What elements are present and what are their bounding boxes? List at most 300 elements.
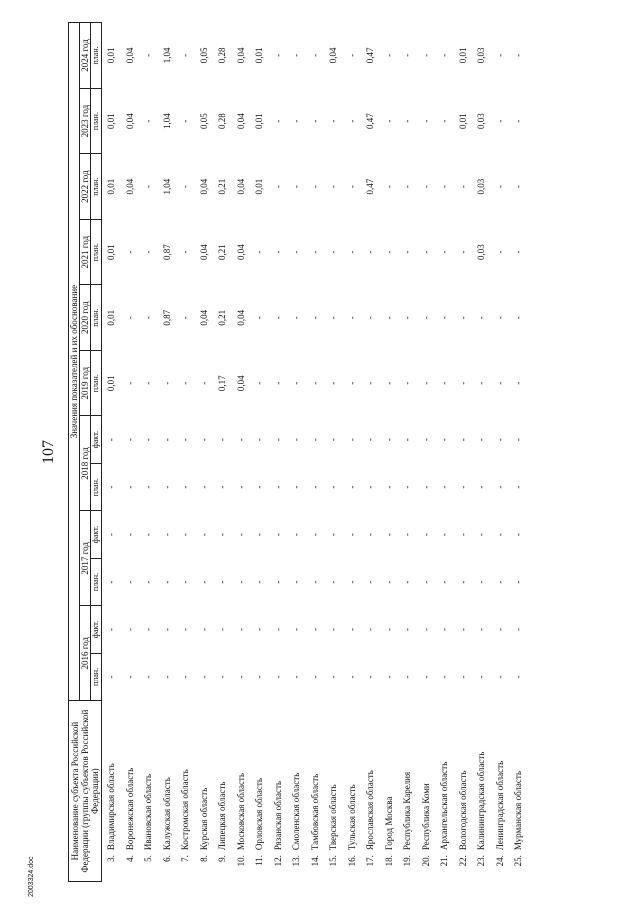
value-cell: - <box>180 485 191 489</box>
subject-name: Рязанская область <box>272 780 283 851</box>
subject-name: Республика Коми <box>420 783 431 851</box>
row-number: 16. <box>346 855 357 867</box>
value-cell: - <box>383 381 394 385</box>
value-cell: - <box>161 628 172 632</box>
year-header: 2019 год <box>80 350 91 416</box>
value-cell: - <box>180 119 191 123</box>
value-cell: - <box>235 485 246 489</box>
value-cell: - <box>198 438 209 442</box>
value-cell: - <box>272 250 283 254</box>
doc-id: 2003324.doc <box>28 856 35 897</box>
value-cell: 0,01 <box>106 309 117 326</box>
value-cell: - <box>402 316 413 320</box>
value-cell: 0,04 <box>235 244 246 261</box>
subject-name: Смоленская область <box>291 772 302 851</box>
value-cell: - <box>383 485 394 489</box>
value-cell: - <box>198 381 209 385</box>
table-row <box>102 23 121 882</box>
subject-header: Наименование субъекта Российской Федерации (группы субъектов Российской Федерации) <box>69 701 102 882</box>
value-cell: - <box>161 580 172 584</box>
value-cell: - <box>365 381 376 385</box>
value-cell: 0,47 <box>365 113 376 129</box>
value-cell: - <box>272 438 283 442</box>
value-cell: - <box>328 533 339 537</box>
table-row <box>343 23 362 882</box>
plan-header: план. <box>91 558 102 605</box>
value-cell: 0,01 <box>106 244 117 261</box>
value-cell: - <box>494 250 505 254</box>
table-row <box>287 23 306 882</box>
value-cell: - <box>124 580 135 584</box>
value-cell: - <box>476 316 487 320</box>
plan-header: план. <box>91 653 102 700</box>
value-cell: - <box>494 438 505 442</box>
value-cell: 0,28 <box>217 47 228 64</box>
value-cell: - <box>124 675 135 679</box>
row-number: 24. <box>494 855 505 867</box>
value-cell: - <box>457 485 468 489</box>
value-cell: - <box>180 250 191 254</box>
value-cell: - <box>198 580 209 584</box>
year-header: 2023 год <box>80 88 91 154</box>
value-cell: 0,01 <box>457 113 468 129</box>
row-number: 21. <box>439 855 450 867</box>
value-cell: - <box>106 485 117 489</box>
value-cell: - <box>494 316 505 320</box>
value-cell: - <box>365 580 376 584</box>
row-number: 4. <box>124 855 135 862</box>
value-cell: - <box>291 185 302 189</box>
value-cell: - <box>439 628 450 632</box>
value-cell: - <box>346 533 357 537</box>
value-cell: - <box>272 316 283 320</box>
value-cell: 0,01 <box>254 178 265 195</box>
value-cell: - <box>365 533 376 537</box>
value-cell: 0,05 <box>198 47 209 64</box>
value-cell: - <box>402 580 413 584</box>
value-cell: - <box>217 628 228 632</box>
value-cell: - <box>309 628 320 632</box>
value-cell: - <box>420 533 431 537</box>
subject-name: Калининградская область <box>476 751 487 851</box>
value-cell: - <box>254 438 265 442</box>
value-cell: - <box>494 53 505 57</box>
fact-header: факт. <box>91 606 102 653</box>
value-cell: - <box>124 485 135 489</box>
value-cell: - <box>143 485 154 489</box>
table-row <box>380 23 399 882</box>
year-header: 2022 год <box>80 154 91 220</box>
value-cell: - <box>291 580 302 584</box>
value-cell: - <box>420 185 431 189</box>
value-cell: - <box>198 485 209 489</box>
value-cell: - <box>180 628 191 632</box>
value-cell: - <box>365 628 376 632</box>
value-cell: - <box>161 533 172 537</box>
row-number: 25. <box>513 855 524 867</box>
value-cell: 0,04 <box>235 375 246 392</box>
value-cell: - <box>346 250 357 254</box>
table-row <box>158 23 177 882</box>
value-cell: - <box>328 250 339 254</box>
subject-name: Вологодская область <box>457 770 468 851</box>
value-cell: - <box>180 185 191 189</box>
value-cell: - <box>291 628 302 632</box>
value-cell: - <box>124 250 135 254</box>
value-cell: - <box>309 580 320 584</box>
value-cell: - <box>106 628 117 632</box>
value-cell: - <box>494 628 505 632</box>
value-cell: 0,03 <box>476 178 487 195</box>
value-cell: 0,47 <box>365 47 376 64</box>
value-cell: - <box>328 381 339 385</box>
page-number: 107 <box>40 440 57 464</box>
value-cell: 0,01 <box>254 113 265 129</box>
value-cell: - <box>513 316 524 320</box>
subject-name: Курская область <box>198 787 209 851</box>
value-cell: - <box>272 628 283 632</box>
subject-name: Орловская область <box>254 778 265 851</box>
value-cell: - <box>328 628 339 632</box>
value-cell: - <box>513 53 524 57</box>
value-cell: - <box>513 485 524 489</box>
value-cell: 0,03 <box>476 244 487 261</box>
value-cell: - <box>439 250 450 254</box>
value-cell: - <box>143 185 154 189</box>
value-cell: - <box>457 628 468 632</box>
table-row <box>417 23 436 882</box>
value-cell: - <box>365 438 376 442</box>
value-cell: - <box>272 119 283 123</box>
value-cell: - <box>143 119 154 123</box>
value-cell: - <box>457 533 468 537</box>
value-cell: - <box>383 438 394 442</box>
value-cell: 0,21 <box>217 244 228 261</box>
row-number: 19. <box>402 855 413 867</box>
value-cell: - <box>161 675 172 679</box>
table-row <box>454 23 473 882</box>
plan-header: план. <box>91 463 102 510</box>
value-cell: 0,01 <box>106 47 117 64</box>
table-row <box>232 23 251 882</box>
value-cell: - <box>272 533 283 537</box>
value-cell: - <box>217 533 228 537</box>
value-cell: 0,04 <box>235 178 246 195</box>
value-cell: - <box>180 438 191 442</box>
value-cell: - <box>309 533 320 537</box>
value-cell: - <box>513 533 524 537</box>
value-cell: - <box>476 485 487 489</box>
value-cell: - <box>439 675 450 679</box>
value-cell: - <box>457 250 468 254</box>
value-cell: - <box>457 438 468 442</box>
value-cell: - <box>457 675 468 679</box>
value-cell: - <box>402 485 413 489</box>
plan-header: план. <box>91 23 102 89</box>
value-cell: - <box>383 533 394 537</box>
value-cell: - <box>309 119 320 123</box>
row-number: 13. <box>291 855 302 867</box>
value-cell: - <box>513 580 524 584</box>
subject-name: Тамбовская область <box>309 773 320 851</box>
value-cell: - <box>439 119 450 123</box>
value-cell: 1,04 <box>161 47 172 64</box>
value-cell: 1,04 <box>161 113 172 129</box>
value-cell: - <box>217 675 228 679</box>
value-cell: - <box>143 53 154 57</box>
value-cell: - <box>291 250 302 254</box>
value-cell: - <box>420 53 431 57</box>
subject-name: Мурманская область <box>513 771 524 851</box>
row-number: 15. <box>328 855 339 867</box>
value-cell: - <box>180 533 191 537</box>
value-cell: - <box>143 628 154 632</box>
value-cell: 0,47 <box>365 178 376 195</box>
row-number: 3. <box>106 855 117 862</box>
subject-name: Липецкая область <box>217 781 228 851</box>
value-cell: - <box>420 316 431 320</box>
value-cell: - <box>328 185 339 189</box>
value-cell: - <box>457 580 468 584</box>
value-cell: - <box>346 185 357 189</box>
value-cell: - <box>161 438 172 442</box>
value-cell: 0,28 <box>217 113 228 129</box>
row-number: 22. <box>457 855 468 867</box>
value-cell: - <box>346 53 357 57</box>
value-cell: 0,04 <box>235 47 246 64</box>
value-cell: - <box>309 675 320 679</box>
value-cell: - <box>254 533 265 537</box>
plan-header: план. <box>91 350 102 416</box>
value-cell: - <box>439 185 450 189</box>
value-cell: - <box>143 675 154 679</box>
value-cell: - <box>513 675 524 679</box>
table-row <box>435 23 454 882</box>
value-cell: - <box>420 438 431 442</box>
value-cell: - <box>272 185 283 189</box>
value-cell: - <box>513 628 524 632</box>
value-cell: - <box>346 628 357 632</box>
value-cell: 0,04 <box>124 113 135 129</box>
value-cell: - <box>272 580 283 584</box>
value-cell: - <box>476 675 487 679</box>
row-number: 14. <box>309 855 320 867</box>
value-cell: - <box>365 316 376 320</box>
subject-name: Ивановская область <box>143 773 154 851</box>
value-cell: - <box>328 485 339 489</box>
value-cell: - <box>476 533 487 537</box>
value-cell: - <box>513 250 524 254</box>
value-cell: - <box>346 316 357 320</box>
value-cell: - <box>291 316 302 320</box>
value-cell: 0,87 <box>161 244 172 261</box>
value-cell: - <box>309 438 320 442</box>
value-cell: - <box>272 381 283 385</box>
value-cell: - <box>254 485 265 489</box>
value-cell: 0,21 <box>217 178 228 195</box>
value-cell: 0,04 <box>328 47 339 64</box>
value-cell: - <box>365 675 376 679</box>
value-cell: - <box>106 438 117 442</box>
value-cell: - <box>124 316 135 320</box>
value-cell: - <box>439 381 450 385</box>
value-cell: - <box>402 533 413 537</box>
value-cell: - <box>272 675 283 679</box>
value-cell: - <box>309 250 320 254</box>
value-cell: - <box>420 628 431 632</box>
value-cell: 0,04 <box>235 113 246 129</box>
value-cell: - <box>328 316 339 320</box>
value-cell: - <box>346 485 357 489</box>
value-cell: 0,87 <box>161 309 172 326</box>
value-cell: - <box>143 533 154 537</box>
value-cell: - <box>180 53 191 57</box>
value-cell: - <box>180 381 191 385</box>
value-cell: - <box>217 580 228 584</box>
row-number: 6. <box>161 855 172 862</box>
value-cell: 0,05 <box>198 113 209 129</box>
value-cell: - <box>383 580 394 584</box>
value-cell: 0,01 <box>106 113 117 129</box>
value-cell: - <box>494 580 505 584</box>
value-cell: - <box>235 533 246 537</box>
value-cell: - <box>346 438 357 442</box>
value-cell: - <box>420 580 431 584</box>
subject-name: Ленинградская область <box>494 760 505 851</box>
value-cell: - <box>124 381 135 385</box>
row-number: 20. <box>420 855 431 867</box>
subject-name: Московская область <box>235 773 246 851</box>
row-number: 17. <box>365 855 376 867</box>
value-cell: - <box>439 438 450 442</box>
value-cell: - <box>309 381 320 385</box>
value-cell: - <box>143 316 154 320</box>
value-cell: - <box>124 438 135 442</box>
value-cell: - <box>494 533 505 537</box>
value-cell: - <box>476 381 487 385</box>
value-cell: - <box>291 381 302 385</box>
value-cell: 0,21 <box>217 309 228 326</box>
value-cell: - <box>420 485 431 489</box>
value-cell: - <box>346 381 357 385</box>
value-cell: - <box>254 381 265 385</box>
row-number: 18. <box>383 855 394 867</box>
value-cell: - <box>402 119 413 123</box>
value-cell: - <box>161 381 172 385</box>
value-cell: - <box>494 485 505 489</box>
value-cell: - <box>198 675 209 679</box>
table-row <box>250 23 269 882</box>
value-cell: - <box>180 316 191 320</box>
value-cell: - <box>106 533 117 537</box>
value-cell: - <box>291 53 302 57</box>
subject-name: Республика Карелия <box>402 771 413 851</box>
value-cell: - <box>235 628 246 632</box>
value-cell: - <box>439 580 450 584</box>
value-cell: - <box>291 119 302 123</box>
value-cell: - <box>383 119 394 123</box>
value-cell: 0,04 <box>198 178 209 195</box>
value-cell: - <box>291 438 302 442</box>
value-cell: - <box>198 533 209 537</box>
value-cell: - <box>328 119 339 123</box>
value-cell: - <box>402 250 413 254</box>
table-row <box>472 23 491 882</box>
value-cell: - <box>383 185 394 189</box>
value-cell: - <box>513 381 524 385</box>
value-cell: - <box>272 53 283 57</box>
row-number: 11. <box>254 855 265 867</box>
value-cell: - <box>328 580 339 584</box>
value-cell: - <box>420 381 431 385</box>
subject-name: Воронежская область <box>124 767 135 851</box>
rotated-page <box>40 22 600 882</box>
value-cell: 0,04 <box>198 244 209 261</box>
row-number: 23. <box>476 855 487 867</box>
value-cell: 0,03 <box>476 113 487 129</box>
value-cell: - <box>143 250 154 254</box>
fact-header: факт. <box>91 416 102 463</box>
value-cell: - <box>402 185 413 189</box>
value-cell: 0,03 <box>476 47 487 64</box>
value-cell: - <box>217 485 228 489</box>
value-cell: - <box>457 185 468 189</box>
table-row <box>195 23 214 882</box>
values-header: Значения показателей и их обоснование <box>69 23 80 701</box>
value-cell: - <box>217 438 228 442</box>
year-header: 2021 год <box>80 219 91 285</box>
value-cell: - <box>272 485 283 489</box>
value-cell: - <box>346 580 357 584</box>
value-cell: - <box>346 675 357 679</box>
table-row <box>139 23 158 882</box>
value-cell: - <box>383 316 394 320</box>
year-header: 2017 год <box>80 511 91 606</box>
value-cell: - <box>124 628 135 632</box>
value-cell: 0,04 <box>198 309 209 326</box>
value-cell: - <box>328 438 339 442</box>
subject-name: Архангельская область <box>439 761 450 851</box>
value-cell: - <box>383 675 394 679</box>
value-cell: - <box>328 675 339 679</box>
value-cell: - <box>476 580 487 584</box>
value-cell: - <box>513 438 524 442</box>
table-row <box>269 23 288 882</box>
value-cell: 0,17 <box>217 375 228 392</box>
subject-name: Владимирская область <box>106 763 117 851</box>
value-cell: - <box>291 675 302 679</box>
value-cell: - <box>346 119 357 123</box>
value-cell: - <box>457 381 468 385</box>
value-cell: - <box>106 580 117 584</box>
year-header: 2016 год <box>80 606 91 701</box>
fact-header: факт. <box>91 511 102 558</box>
value-cell: - <box>254 675 265 679</box>
value-cell: 0,01 <box>457 47 468 64</box>
value-cell: - <box>235 438 246 442</box>
value-cell: - <box>254 250 265 254</box>
value-cell: - <box>513 185 524 189</box>
value-cell: - <box>439 316 450 320</box>
value-cell: - <box>106 675 117 679</box>
value-cell: - <box>476 628 487 632</box>
value-cell: - <box>383 628 394 632</box>
value-cell: - <box>383 53 394 57</box>
value-cell: - <box>309 316 320 320</box>
value-cell: - <box>180 580 191 584</box>
year-header: 2024 год <box>80 23 91 89</box>
value-cell: - <box>494 185 505 189</box>
